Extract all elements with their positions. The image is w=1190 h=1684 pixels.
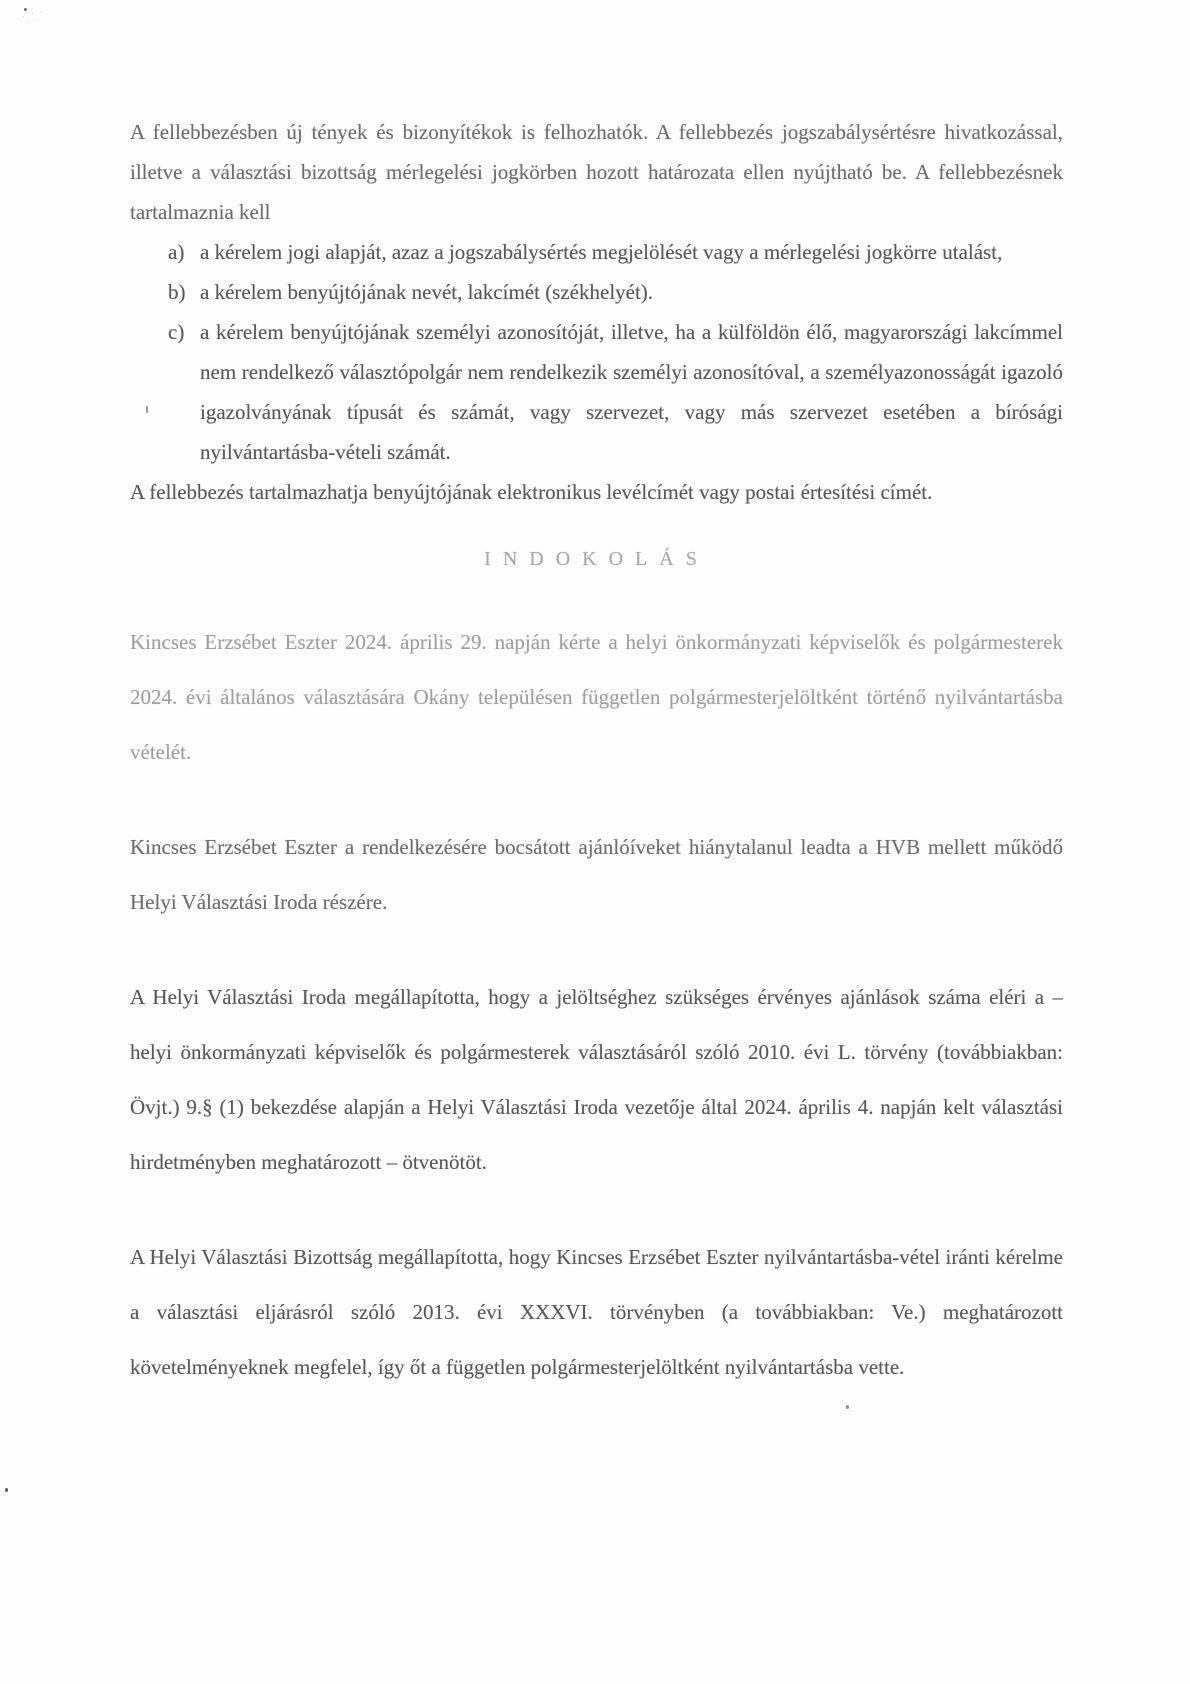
list-marker-b: b) (168, 280, 186, 304)
paragraph-appeal-contact: A fellebbezés tartalmazhatja benyújtójának elektronikus levélcímét vagy postai értesítési címét. (130, 480, 933, 504)
paragraph-candidate-request: Kincses Erzsébet Eszter 2024. április 29. napján kérte a helyi önkormányzati képviselők és polgármesterek 2024. évi általános választására Okány településen független polgármesterjelöltként történő nyilvántartásba vételét. (130, 630, 1063, 764)
list-item-b-text: a kérelem benyújtójának nevét, lakcímét (székhelyét). (200, 280, 654, 304)
list-item-b (130, 272, 1063, 312)
list-marker-a: a) (168, 240, 185, 264)
scan-stray-dot (846, 1405, 849, 1409)
appeal-rules-section (130, 112, 1063, 512)
paragraph-sheets-submitted: Kincses Erzsébet Eszter a rendelkezésére bocsátott ajánlóíveket hiánytalanul leadta a HVB mellett működő Helyi Választási Iroda részére. (130, 835, 1063, 914)
justification-section (130, 615, 1063, 1395)
list-item-a (130, 232, 1063, 272)
scan-speckle-bottom-left (5, 1488, 8, 1492)
list-item-a-text: a kérelem jogi alapját, azaz a jogszabálysértés megjelölését vagy a mérlegelési jogkörre utalást, (200, 240, 1003, 264)
paragraph-hvb-decision: A Helyi Választási Bizottság megállapította, hogy Kincses Erzsébet Eszter nyilvántartásba-vétel iránti kérelme a választási eljárásról szóló 2013. évi XXXVI. törvényben (a továbbiakban: Ve.) meghatározott követelményeknek megfelel, így őt a független polgármesterjelöltként nyilvántartásba vette. (130, 1245, 1063, 1379)
appeal-requirements-list (130, 232, 1063, 472)
section-heading-indokolas: INDOKOLÁS (484, 548, 709, 570)
paragraph-appeal-intro: A fellebbezésben új tények és bizonyítékok is felhozhatók. A fellebbezés jogszabálysértésre hivatkozással, illetve a választási bizottság mérlegelési jogkörben hozott határozata ellen nyújtható be. A fellebbezésnek tartalmaznia kell (130, 120, 1063, 224)
list-item-c-text: a kérelem benyújtójának személyi azonosítóját, illetve, ha a külföldön élő, magyarországi lakcímmel nem rendelkező választópolgár nem rendelkezik személyi azonosítóval, a személyazonosságát igazoló igazolványának típusát és számát, vagy szervezet, vagy más szervezet esetében a bírósági nyilvántartásba-vételi számát. (200, 320, 1063, 464)
paragraph-hvi-findings: A Helyi Választási Iroda megállapította, hogy a jelöltséghez szükséges érvényes ajánlások száma eléri a – helyi önkormányzati képviselők és polgármesterek választásáról szóló 2010. évi L. törvény (továbbiakban: Övjt.) 9.§ (1) bekezdése alapján a Helyi Választási Iroda vezetője által 2024. április 4. napján kelt választási hirdetményben meghatározott – ötvenötöt. (130, 985, 1063, 1174)
list-item-c (130, 312, 1063, 472)
list-marker-c: c) (168, 320, 185, 344)
